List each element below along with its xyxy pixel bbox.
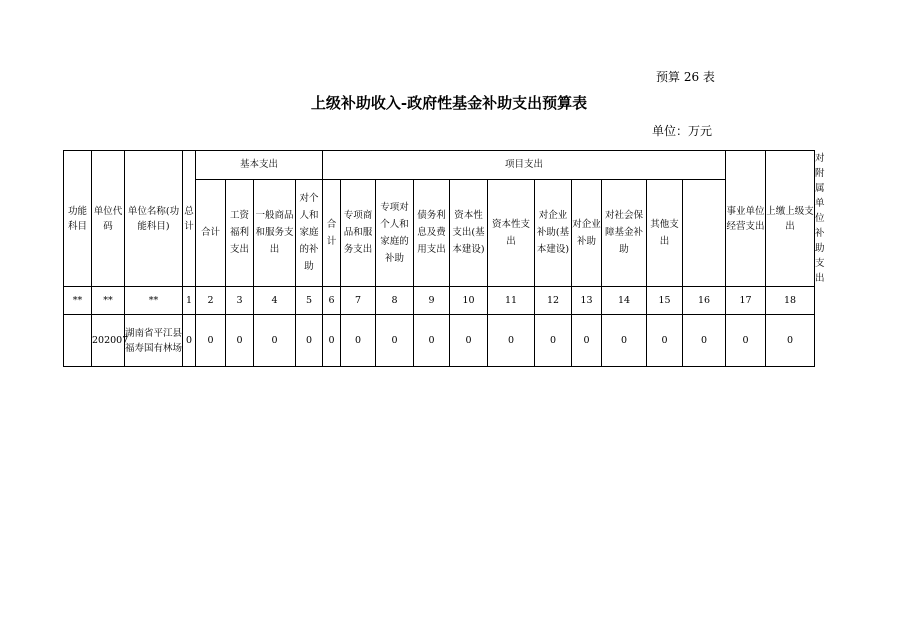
- header-proj-debt: 债务利息及费用支出: [414, 179, 450, 286]
- index-cell: 9: [414, 287, 450, 315]
- header-operating: 事业单位经营支出: [726, 151, 766, 287]
- page-title: 上级补助收入-政府性基金补助支出预算表: [310, 94, 588, 112]
- header-proj-capital-basic: 资本性支出(基本建设): [450, 179, 488, 286]
- index-cell: **: [125, 287, 183, 315]
- cell-value: 0: [450, 315, 488, 367]
- index-row: [64, 287, 815, 315]
- index-cell: 2: [196, 287, 226, 315]
- index-cell: 1: [183, 287, 196, 315]
- cell-func-subject: [64, 315, 92, 367]
- header-proj-personal: 专项对个人和家庭的补助: [376, 179, 414, 286]
- cell-value: 0: [647, 315, 683, 367]
- table-row: [64, 315, 815, 367]
- cell-value: 0: [183, 315, 196, 367]
- cell-value: 0: [341, 315, 376, 367]
- cell-value: 0: [726, 315, 766, 367]
- index-cell: 6: [323, 287, 341, 315]
- header-proj-enterprise-basic: 对企业补助(基本建设): [535, 179, 572, 286]
- header-basic-personal: 对个人和家庭的补助: [296, 179, 323, 286]
- cell-value: 0: [572, 315, 602, 367]
- index-cell: 14: [602, 287, 647, 315]
- cell-value: 0: [488, 315, 535, 367]
- index-cell: 3: [226, 287, 254, 315]
- header-remit: 上缴上级支出: [766, 151, 815, 287]
- index-cell: 5: [296, 287, 323, 315]
- index-cell: 10: [450, 287, 488, 315]
- header-basic-sum: 合计: [196, 179, 226, 286]
- index-cell: 18: [766, 287, 815, 315]
- cell-value: 0: [254, 315, 296, 367]
- header-project-group: 项目支出: [323, 151, 726, 180]
- index-cell: 12: [535, 287, 572, 315]
- cell-value: 0: [535, 315, 572, 367]
- cell-unit-name: 湖南省平江县福寿国有林场: [125, 315, 183, 367]
- index-cell: 11: [488, 287, 535, 315]
- header-proj-enterprise: 对企业补助: [572, 179, 602, 286]
- header-proj-social: 对社会保障基金补助: [602, 179, 647, 286]
- header-unit-code: 单位代码: [92, 151, 125, 287]
- index-cell: 8: [376, 287, 414, 315]
- budget-table: [63, 150, 825, 367]
- cell-value: 0: [683, 315, 726, 367]
- cell-value: 0: [766, 315, 815, 367]
- index-cell: 13: [572, 287, 602, 315]
- index-cell: **: [92, 287, 125, 315]
- index-cell: **: [64, 287, 92, 315]
- header-row-groups: 功能科目 单位代码 单位名称(功能科目) 总计 基本支出 项目支出 事业单位经营支出 上缴上级支出 对附属单位补助支出: [64, 151, 815, 180]
- cell-value: 0: [323, 315, 341, 367]
- header-basic-group: 基本支出: [196, 151, 323, 180]
- header-proj-capital: 资本性支出: [488, 179, 535, 286]
- cell-value: 0: [296, 315, 323, 367]
- header-proj-other: 其他支出: [647, 179, 683, 286]
- header-proj-goods: 专项商品和服务支出: [341, 179, 376, 286]
- index-cell: 4: [254, 287, 296, 315]
- unit-label: 单位：万元: [652, 124, 713, 138]
- cell-unit-code: 202007: [92, 315, 125, 367]
- index-cell: 15: [647, 287, 683, 315]
- cell-value: 0: [196, 315, 226, 367]
- cell-value: 0: [414, 315, 450, 367]
- header-func-subject: 功能科目: [64, 151, 92, 287]
- cell-value: 0: [376, 315, 414, 367]
- form-number: 预算 26 表: [656, 70, 715, 84]
- cell-value: 0: [226, 315, 254, 367]
- header-unit-name: 单位名称(功能科目): [125, 151, 183, 287]
- header-total: 总计: [183, 151, 196, 287]
- cell-value: 0: [602, 315, 647, 367]
- index-cell: 17: [726, 287, 766, 315]
- header-proj-sum: 合计: [323, 179, 341, 286]
- header-basic-goods: 一般商品和服务支出: [254, 179, 296, 286]
- index-cell: 16: [683, 287, 726, 315]
- header-basic-wage: 工资福利支出: [226, 179, 254, 286]
- index-cell: 7: [341, 287, 376, 315]
